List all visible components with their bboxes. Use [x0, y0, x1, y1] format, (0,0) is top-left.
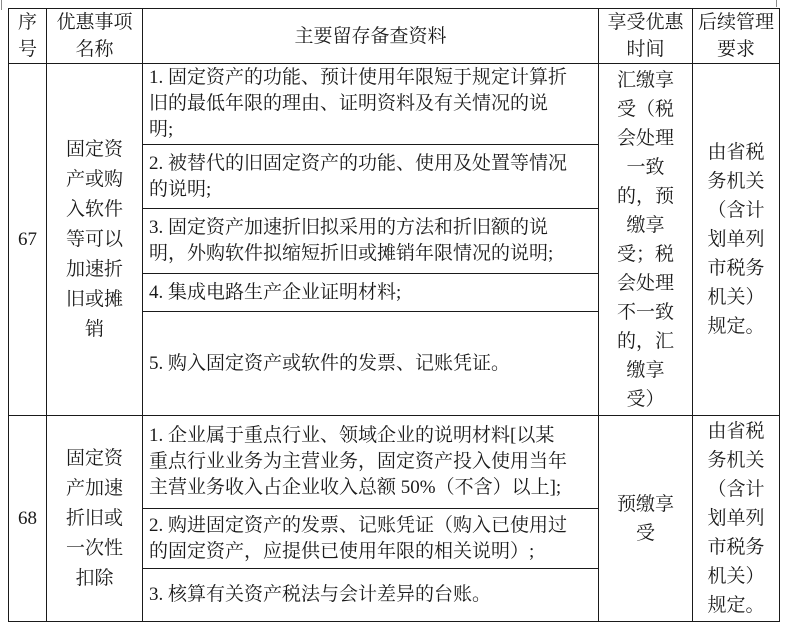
row-67-material-5: 5. 购入固定资产或软件的发票、记账凭证。: [143, 312, 599, 416]
row-68-item-name: 固定资产加速折旧或一次性扣除: [47, 416, 143, 622]
scan-artifact-mark-right: [776, 0, 777, 7]
scan-artifact-mark-left: [1, 0, 2, 10]
row-68-timing: 预缴享受: [599, 416, 693, 622]
row-67-seq: 67: [9, 64, 47, 416]
row-67-material-1: 1. 固定资产的功能、预计使用年限短于规定计算折旧的最低年限的理由、证明资料及有关情况的说明;: [143, 64, 599, 145]
table-row: [9, 416, 780, 509]
header-row: [9, 9, 780, 64]
header-cell-seq: 序号: [9, 9, 47, 64]
row-67-timing: 汇缴享受（税会处理一致的，预缴享受；税会处理不一致的，汇缴享受）: [599, 64, 693, 416]
row-68-seq: 68: [9, 416, 47, 622]
header-cell-item-name: 优惠事项名称: [47, 9, 143, 64]
header-cell-management: 后续管理要求: [693, 9, 780, 64]
tax-preference-table: [8, 8, 780, 622]
row-67-material-2: 2. 被替代的旧固定资产的功能、使用及处置等情况的说明;: [143, 145, 599, 209]
row-67-management: 由省税务机关（含计划单列市税务机关）规定。: [693, 64, 780, 416]
row-67-material-4: 4. 集成电路生产企业证明材料;: [143, 274, 599, 312]
header-cell-timing: 享受优惠时间: [599, 9, 693, 64]
table-row: [9, 64, 780, 145]
row-68-material-1: 1. 企业属于重点行业、领域企业的说明材料[以某重点行业业务为主营业务，固定资产投入使用当年主营业务收入占企业收入总额 50%（不含）以上];: [143, 416, 599, 509]
row-68-management: 由省税务机关（含计划单列市税务机关）规定。: [693, 416, 780, 622]
row-67-material-3: 3. 固定资产加速折旧拟采用的方法和折旧额的说明，外购软件拟缩短折旧或摊销年限情况的说明;: [143, 209, 599, 274]
row-68-material-2: 2. 购进固定资产的发票、记账凭证（购入已使用过的固定资产，应提供已使用年限的相关说明）;: [143, 509, 599, 569]
row-67-item-name: 固定资产或购入软件等可以加速折旧或摊销: [47, 64, 143, 416]
row-68-material-3: 3. 核算有关资产税法与会计差异的台账。: [143, 569, 599, 622]
header-cell-materials: 主要留存备查资料: [143, 9, 599, 64]
